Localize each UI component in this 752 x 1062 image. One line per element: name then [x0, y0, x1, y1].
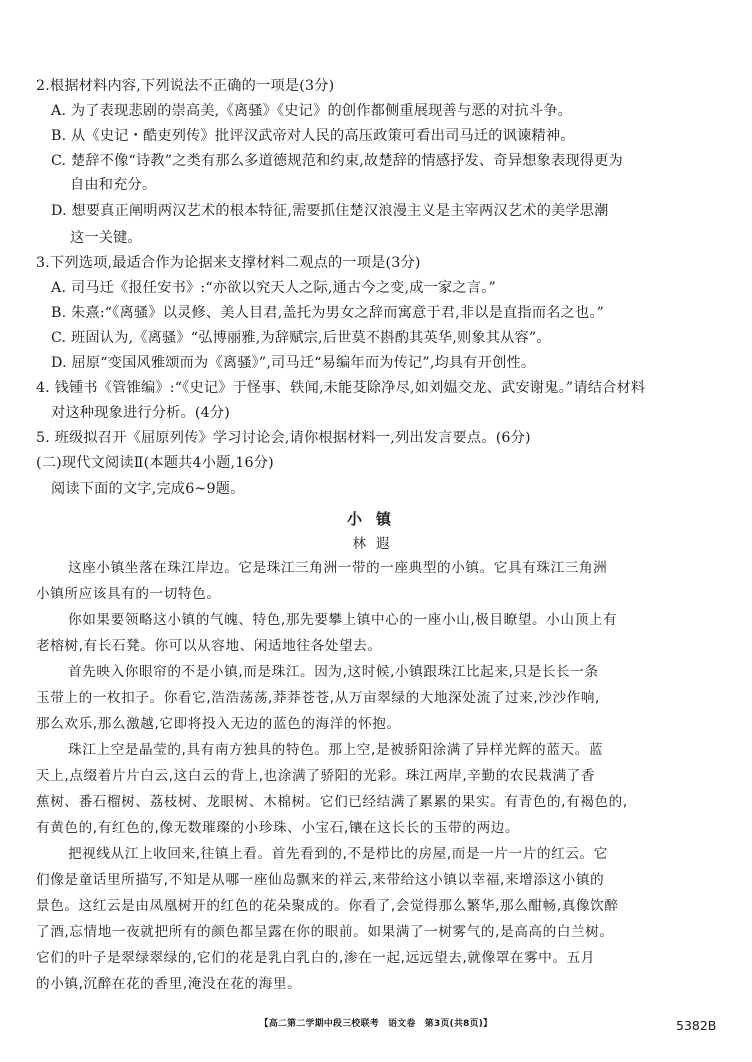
essay-line: 有黄色的,有红色的,像无数璀璨的小珍珠、小宝石,镶在这长长的玉带的两边。	[36, 820, 520, 836]
essay-author: 林遐	[352, 536, 400, 552]
question-4-stem: 4. 钱锺书《管锥编》:“《史记》于怪事、轶闻,未能芟除净尽,如刘媪交龙、武安谢鬼。”请结合材料	[36, 380, 646, 396]
exam-code: 5382B	[676, 1018, 717, 1033]
question-3-option-a: A. 司马迁《报任安书》:“亦欲以究天人之际,通古今之变,成一家之言。”	[51, 280, 496, 296]
essay-line: 景色。这红云是由凤凰树开的红色的花朵聚成的。你看了,会觉得那么繁华,那么酣畅,真像饮醉	[36, 898, 619, 914]
essay-line: 珠江上空是晶莹的,具有南方独具的特色。那上空,是被骄阳涂满了异样光辉的蓝天。蓝	[68, 742, 604, 758]
essay-line: 那么欢乐,那么激越,它即将投入无边的蓝色的海洋的怀抱。	[36, 716, 401, 732]
section-instruction: 阅读下面的文字,完成6~9题。	[51, 481, 245, 497]
essay-line: 的小镇,沉醉在花的香里,淹没在花的海里。	[36, 976, 302, 992]
question-5-stem: 5. 班级拟召开《屈原列传》学习讨论会,请你根据材料一,列出发言要点。(6分)	[36, 430, 531, 446]
essay-line: 蕉树、番石榴树、荔枝树、龙眼树、木棉树。它们已经结满了累累的果实。有青色的,有褐色的,	[36, 794, 628, 810]
question-3-option-d: D. 屈原“变国风雅颂而为《离骚》”,司马迁“易编年而为传记”,均具有开创性。	[51, 355, 536, 371]
question-2-option-d-cont: 这一关键。	[70, 230, 142, 246]
question-2-option-c-cont: 自由和充分。	[70, 177, 157, 193]
question-2-stem: 2.根据材料内容,下列说法不正确的一项是(3分)	[36, 78, 335, 94]
essay-line: 把视线从江上收回来,往镇上看。首先看到的,不是栉比的房屋,而是一片一片的红云。它	[68, 846, 608, 862]
question-3-option-b: B. 朱熹:“《离骚》以灵修、美人目君,盖托为男女之辞而寓意于君,非以是直指而名之也。”	[51, 305, 605, 321]
essay-line: 天上,点缀着片片白云,这白云的背上,也涂满了骄阳的光彩。珠江两岸,辛勤的农民栽满了香	[36, 768, 596, 784]
essay-line: 这座小镇坐落在珠江岸边。它是珠江三角洲一带的一座典型的小镇。它具有珠江三角洲	[68, 560, 608, 576]
essay-title: 小镇	[346, 510, 405, 528]
question-2-option-a: A. 为了表现悲剧的崇高美,《离骚》《史记》的创作都侧重展现善与恶的对抗斗争。	[51, 103, 573, 119]
page-footer: 【高二第二学期中段三校联考 语文卷 第3页(共8页)】	[259, 1019, 493, 1029]
essay-line: 了酒,忘情地一夜就把所有的颜色都呈露在你的眼前。如果满了一树雾气的,是高高的白兰树。	[36, 924, 614, 940]
essay-line: 老榕树,有长石凳。你可以从容地、闲适地往各处望去。	[36, 638, 382, 654]
question-2-option-d: D. 想要真正阐明两汉艺术的根本特征,需要抓住楚汉浪漫主义是主宰两汉艺术的美学思潮	[51, 203, 609, 219]
question-4-stem-cont: 对这种现象进行分析。(4分)	[51, 405, 230, 421]
essay-line: 它们的叶子是翠绿翠绿的,它们的花是乳白乳白的,渗在一起,远远望去,就像罩在雾中。五月	[36, 950, 596, 966]
essay-line: 首先映入你眼帘的不是小镇,而是珠江。因为,这时候,小镇跟珠江比起来,只是长长一条	[68, 664, 599, 680]
question-2-option-b: B. 从《史记・酷吏列传》批评汉武帝对人民的高压政策可看出司马迁的讽谏精神。	[51, 128, 575, 144]
essay-line: 们像是童话里所描写,不知是从哪一座仙岛飘来的祥云,来带给这小镇以幸福,来增添这小镇的	[36, 872, 605, 888]
section-heading: (二)现代文阅读Ⅱ(本题共4小题,16分)	[36, 455, 274, 471]
essay-line: 小镇所应该具有的一切特色。	[36, 586, 221, 602]
question-2-option-c: C. 楚辞不像“诗教”之类有那么多道德规范和约束,故楚辞的情感抒发、奇异想象表现得更为	[51, 153, 623, 169]
question-3-stem: 3.下列选项,最适合作为论据来支撑材料二观点的一项是(3分)	[36, 255, 421, 271]
essay-line: 你如果要领略这小镇的气魄、特色,那先要攀上镇中心的一座小山,极目瞭望。小山顶上有	[68, 612, 618, 628]
question-3-option-c: C. 班固认为,《离骚》“弘博丽雅,为辞赋宗,后世莫不斟酌其英华,则象其从容”。	[51, 330, 551, 346]
essay-line: 玉带上的一枚扣子。你看它,浩浩荡荡,莽莽苍苍,从万亩翠绿的大地深处流了过来,沙沙作响,	[36, 690, 600, 706]
